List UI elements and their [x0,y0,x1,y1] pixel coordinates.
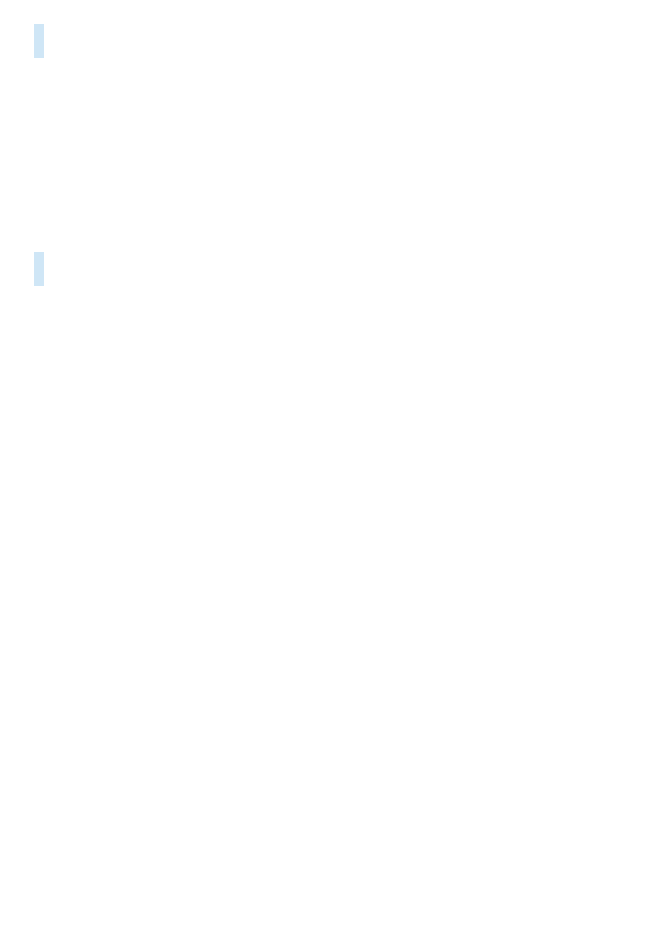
section8-title [34,24,44,58]
section9-title [34,252,44,286]
